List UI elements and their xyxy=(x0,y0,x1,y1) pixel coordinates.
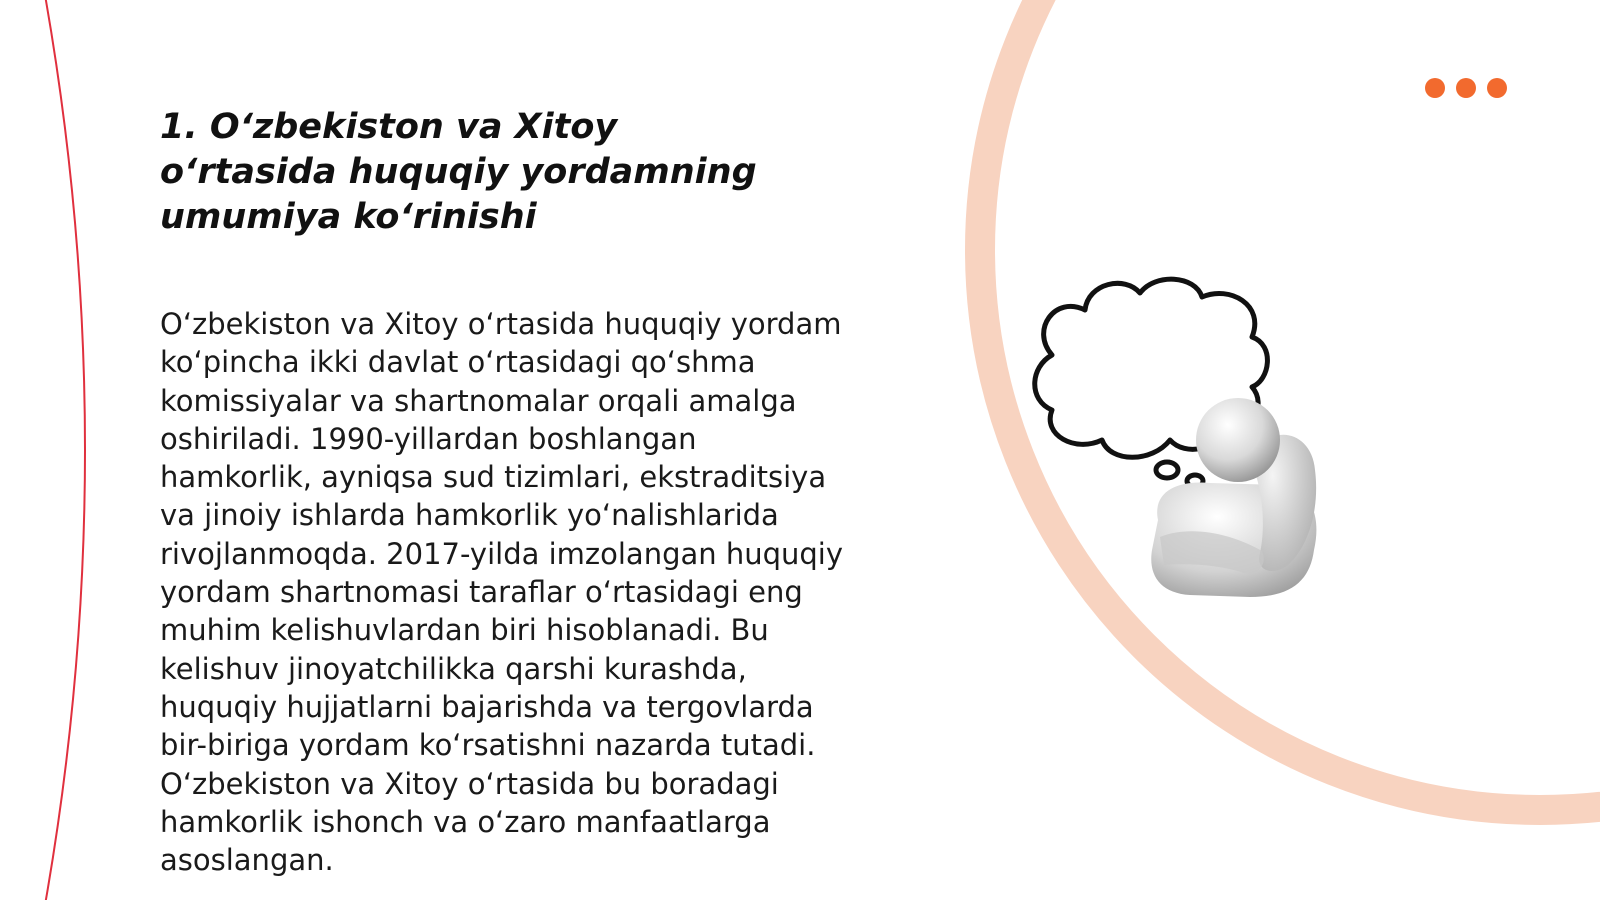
more-dots-icon xyxy=(1425,78,1507,98)
dot xyxy=(1487,78,1507,98)
left-curve-line xyxy=(45,0,85,900)
slide-title: 1. Oʻzbekiston va Xitoy oʻrtasida huquqiy yordamning umumiya koʻrinishi xyxy=(160,107,757,237)
thinking-person-icon xyxy=(1030,275,1350,620)
dot xyxy=(1456,78,1476,98)
dot xyxy=(1425,78,1445,98)
slide-body-text: Oʻzbekiston va Xitoy oʻrtasida huquqiy yordam koʻpincha ikki davlat oʻrtasidagi qoʻshma komissiyalar va shartnomalar orqali amalga oshiriladi. 1990-yillardan boshlangan hamkorlik, ayniqsa sud tizimlari, ekstraditsiya va jinoiy ishlarda hamkorlik yoʻnalishlarida rivojlanmoqda. 2017-yilda imzolangan huquqiy yordam shartnomasi taraflar oʻrtasidagi eng muhim kelishuvlardan biri hisoblanadi. Bu kelishuv jinoyatchilikka qarshi kurashda, huquqiy hujjatlarni bajarishda va tergovlarda bir-biriga yordam koʻrsatishni nazarda tutadi. Oʻzbekiston va Xitoy oʻrtasida bu boradagi hamkorlik ishonch va oʻzaro manfaatlarga asoslangan. xyxy=(160,307,844,878)
